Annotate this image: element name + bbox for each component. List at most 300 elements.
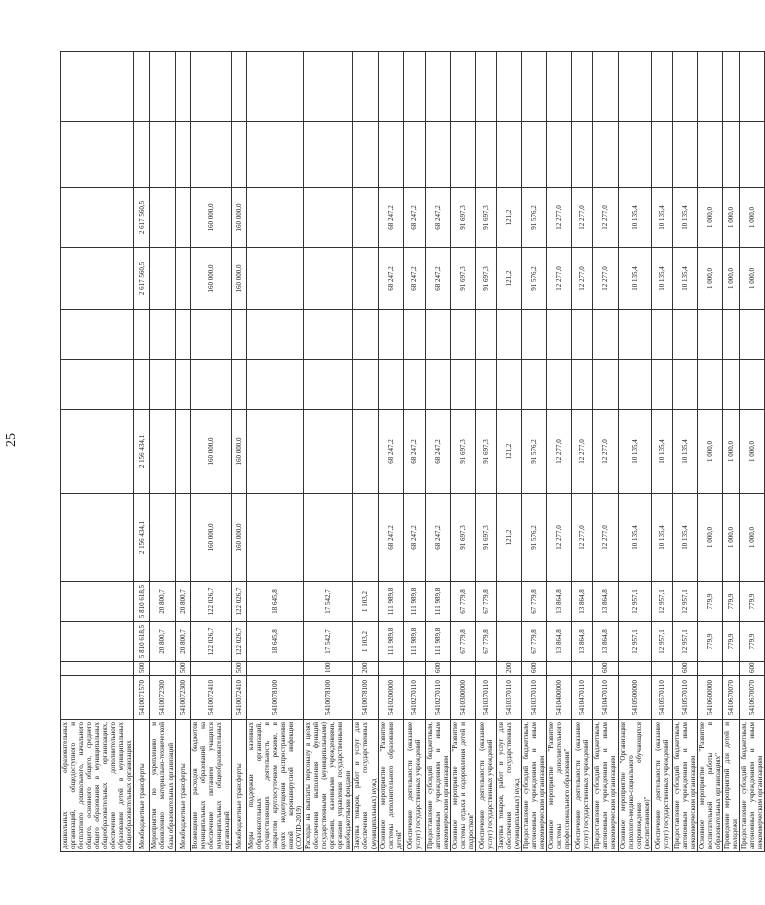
- amount-cell: 10 135,4: [618, 188, 651, 248]
- amount-cell: [475, 310, 496, 360]
- amount-cell: [175, 360, 190, 410]
- amount-cell: [246, 122, 303, 188]
- amount-cell: [190, 52, 231, 122]
- amount-cell: 10 135,4: [672, 188, 697, 248]
- amount-cell: 12 957,1: [651, 582, 672, 622]
- amount-cell: [651, 122, 672, 188]
- amount-cell: 5 810 618,5: [134, 622, 150, 662]
- amount-cell: [450, 310, 475, 360]
- amount-cell: 10 135,4: [672, 494, 697, 582]
- amount-cell: [246, 360, 303, 410]
- amount-cell: [246, 248, 303, 310]
- amount-cell: [304, 410, 353, 494]
- row-code: 5410078100: [246, 676, 303, 720]
- row-name: Основное мероприятие "Развитие системы отдыха и оздоровления детей и подростков": [450, 720, 475, 852]
- amount-cell: 10 135,4: [618, 410, 651, 494]
- amount-cell: [697, 360, 722, 410]
- amount-cell: 13 864,8: [572, 622, 593, 662]
- amount-cell: 111 989,8: [403, 622, 425, 662]
- amount-cell: [61, 188, 134, 248]
- row-kvr: 100: [304, 662, 353, 676]
- budget-table-rotated: [60, 52, 765, 852]
- amount-cell: [425, 360, 450, 410]
- amount-cell: [246, 494, 303, 582]
- row-name: Предоставление субсидий бюджетным, автономным учреждениям и иным некоммерческим организациям: [425, 720, 450, 852]
- amount-cell: [547, 122, 572, 188]
- amount-cell: 67 779,8: [522, 582, 547, 622]
- amount-cell: 122 026,7: [190, 622, 231, 662]
- row-code: 5410670070: [723, 676, 740, 720]
- amount-cell: [304, 188, 353, 248]
- table-row: [150, 52, 175, 852]
- amount-cell: [403, 360, 425, 410]
- amount-cell: 91 576,2: [522, 410, 547, 494]
- amount-cell: [672, 360, 697, 410]
- amount-cell: [475, 122, 496, 188]
- amount-cell: 67 779,8: [522, 622, 547, 662]
- row-kvr: [547, 662, 572, 676]
- amount-cell: 20 800,7: [150, 622, 175, 662]
- row-code: 5410072300: [150, 676, 175, 720]
- amount-cell: [547, 52, 572, 122]
- amount-cell: [353, 248, 378, 310]
- table-row: [475, 52, 496, 852]
- amount-cell: 20 800,7: [175, 582, 190, 622]
- amount-cell: 121,2: [496, 494, 521, 582]
- amount-cell: [496, 52, 521, 122]
- row-code: 5410200000: [378, 676, 403, 720]
- amount-cell: [61, 310, 134, 360]
- row-kvr: 200: [496, 662, 521, 676]
- amount-cell: [150, 52, 175, 122]
- row-name: Возмещение расходов бюджетов муниципальных образований на обеспечение питанием учащихся муниципальных общеобразовательных организаций: [190, 720, 231, 852]
- amount-cell: 1 000,0: [723, 248, 740, 310]
- row-code: 5410470110: [593, 676, 618, 720]
- amount-cell: 17 542,7: [304, 622, 353, 662]
- row-kvr: 600: [672, 662, 697, 676]
- amount-cell: 91 697,3: [450, 188, 475, 248]
- row-code: [61, 676, 134, 720]
- row-kvr: [378, 662, 403, 676]
- amount-cell: 68 247,2: [403, 248, 425, 310]
- amount-cell: 121,2: [496, 410, 521, 494]
- amount-cell: 5 810 618,5: [134, 582, 150, 622]
- amount-cell: [61, 622, 134, 662]
- row-name: Обеспечение деятельности (оказание услуг) государственных учреждений: [651, 720, 672, 852]
- row-code: 5410570110: [672, 676, 697, 720]
- amount-cell: [231, 52, 246, 122]
- amount-cell: 67 779,8: [475, 622, 496, 662]
- amount-cell: [593, 52, 618, 122]
- row-code: 5410270110: [403, 676, 425, 720]
- amount-cell: 10 135,4: [651, 188, 672, 248]
- amount-cell: [651, 360, 672, 410]
- amount-cell: 13 864,8: [593, 622, 618, 662]
- table-row: [353, 52, 378, 852]
- amount-cell: 1 000,0: [697, 248, 722, 310]
- table-row: [378, 52, 403, 852]
- amount-cell: 12 277,0: [547, 410, 572, 494]
- row-kvr: 200: [353, 662, 378, 676]
- row-name: Основное мероприятие "Организация психолого-медико-социального сопровождения обучающихся (воспитанников)": [618, 720, 651, 852]
- row-name: Основное мероприятие "Развитие воспитательной работы в образовательных организациях": [697, 720, 722, 852]
- amount-cell: [403, 122, 425, 188]
- amount-cell: 67 779,8: [450, 582, 475, 622]
- amount-cell: [304, 52, 353, 122]
- amount-cell: [378, 52, 403, 122]
- amount-cell: 91 576,2: [522, 248, 547, 310]
- amount-cell: [697, 122, 722, 188]
- page-number: 25: [4, 433, 19, 447]
- amount-cell: 91 697,3: [450, 494, 475, 582]
- amount-cell: 1 000,0: [723, 410, 740, 494]
- amount-cell: 12 277,0: [572, 248, 593, 310]
- amount-cell: [304, 248, 353, 310]
- amount-cell: [353, 494, 378, 582]
- amount-cell: [547, 310, 572, 360]
- amount-cell: [672, 52, 697, 122]
- row-name: Межбюджетные трансферты: [134, 720, 150, 852]
- amount-cell: 68 247,2: [403, 188, 425, 248]
- row-kvr: [572, 662, 593, 676]
- amount-cell: [403, 310, 425, 360]
- amount-cell: [618, 122, 651, 188]
- row-code: 5410470110: [572, 676, 593, 720]
- amount-cell: [61, 360, 134, 410]
- amount-cell: [134, 360, 150, 410]
- row-code: 5410570110: [651, 676, 672, 720]
- amount-cell: [496, 122, 521, 188]
- amount-cell: 779,9: [740, 582, 765, 622]
- amount-cell: [425, 52, 450, 122]
- amount-cell: [593, 310, 618, 360]
- amount-cell: [403, 52, 425, 122]
- amount-cell: 20 800,7: [175, 622, 190, 662]
- row-code: 5410072410: [190, 676, 231, 720]
- amount-cell: [723, 310, 740, 360]
- amount-cell: [61, 52, 134, 122]
- amount-cell: [740, 310, 765, 360]
- amount-cell: 67 779,8: [450, 622, 475, 662]
- amount-cell: 12 277,0: [547, 188, 572, 248]
- amount-cell: 91 697,3: [450, 410, 475, 494]
- amount-cell: [304, 310, 353, 360]
- table-row: [134, 52, 150, 852]
- row-name: Закупка товаров, работ и услуг для обеспечения государственных (муниципальных) нужд: [496, 720, 521, 852]
- amount-cell: 2 156 434,1: [134, 410, 150, 494]
- amount-cell: [61, 122, 134, 188]
- amount-cell: [175, 410, 190, 494]
- amount-cell: 91 697,3: [475, 410, 496, 494]
- amount-cell: 779,9: [740, 622, 765, 662]
- amount-cell: 111 989,8: [403, 582, 425, 622]
- amount-cell: 20 800,7: [150, 582, 175, 622]
- amount-cell: 111 989,8: [425, 582, 450, 622]
- amount-cell: [378, 310, 403, 360]
- table-row: [403, 52, 425, 852]
- row-name: дошкольных образовательных организаций, общедоступного и бесплатного дошкольного, начального общего, основного общего, среднего общего образования в муниципальных общеобразовательных организациях, обеспечение дополнительного образования детей в муниципальных общеобразовательных организациях: [61, 720, 134, 852]
- amount-cell: [246, 410, 303, 494]
- amount-cell: [150, 494, 175, 582]
- amount-cell: [150, 410, 175, 494]
- amount-cell: [572, 360, 593, 410]
- amount-cell: [697, 310, 722, 360]
- row-code: 5410072410: [231, 676, 246, 720]
- amount-cell: 68 247,2: [378, 494, 403, 582]
- amount-cell: 111 989,8: [425, 622, 450, 662]
- amount-cell: [618, 310, 651, 360]
- amount-cell: 13 864,8: [547, 622, 572, 662]
- amount-cell: 91 576,2: [522, 494, 547, 582]
- table-row: [651, 52, 672, 852]
- table-row: [425, 52, 450, 852]
- amount-cell: 68 247,2: [378, 410, 403, 494]
- amount-cell: 18 645,8: [246, 622, 303, 662]
- amount-cell: 122 026,7: [231, 622, 246, 662]
- amount-cell: 12 277,0: [593, 188, 618, 248]
- amount-cell: [150, 310, 175, 360]
- amount-cell: [496, 310, 521, 360]
- amount-cell: [572, 310, 593, 360]
- row-kvr: 500: [134, 662, 150, 676]
- amount-cell: 111 989,8: [378, 582, 403, 622]
- row-code: 5410078100: [304, 676, 353, 720]
- row-name: Обеспечение деятельности (оказание услуг) государственных учреждений: [475, 720, 496, 852]
- amount-cell: [150, 360, 175, 410]
- row-kvr: 500: [231, 662, 246, 676]
- amount-cell: 160 000,0: [190, 494, 231, 582]
- amount-cell: [231, 122, 246, 188]
- table-row: [740, 52, 765, 852]
- amount-cell: 1 000,0: [697, 494, 722, 582]
- amount-cell: 13 864,8: [593, 582, 618, 622]
- amount-cell: [134, 310, 150, 360]
- amount-cell: 13 864,8: [572, 582, 593, 622]
- amount-cell: 779,9: [723, 582, 740, 622]
- amount-cell: [231, 360, 246, 410]
- amount-cell: 12 277,0: [572, 188, 593, 248]
- amount-cell: [353, 310, 378, 360]
- amount-cell: [522, 122, 547, 188]
- amount-cell: 10 135,4: [672, 248, 697, 310]
- amount-cell: [723, 122, 740, 188]
- row-name: Обеспечение деятельности (оказание услуг) государственных учреждений: [403, 720, 425, 852]
- amount-cell: [246, 188, 303, 248]
- row-code: 5410500000: [618, 676, 651, 720]
- amount-cell: 68 247,2: [425, 494, 450, 582]
- amount-cell: 68 247,2: [378, 248, 403, 310]
- amount-cell: 12 277,0: [593, 494, 618, 582]
- amount-cell: 12 277,0: [572, 410, 593, 494]
- amount-cell: [304, 360, 353, 410]
- amount-cell: 160 000,0: [231, 248, 246, 310]
- row-kvr: [651, 662, 672, 676]
- amount-cell: 160 000,0: [231, 494, 246, 582]
- amount-cell: 68 247,2: [403, 494, 425, 582]
- amount-cell: [175, 310, 190, 360]
- row-code: 5410370110: [522, 676, 547, 720]
- amount-cell: 160 000,0: [190, 410, 231, 494]
- table-row: [231, 52, 246, 852]
- amount-cell: 91 697,3: [475, 188, 496, 248]
- amount-cell: 121,2: [496, 188, 521, 248]
- amount-cell: 10 135,4: [651, 248, 672, 310]
- amount-cell: [304, 494, 353, 582]
- row-name: Предоставление субсидий бюджетным, автономным учреждениям и иным некоммерческим организациям: [593, 720, 618, 852]
- amount-cell: 12 957,1: [672, 622, 697, 662]
- amount-cell: [175, 248, 190, 310]
- amount-cell: [522, 360, 547, 410]
- amount-cell: 1 000,0: [740, 188, 765, 248]
- amount-cell: 779,9: [697, 582, 722, 622]
- row-code: 5410071570: [134, 676, 150, 720]
- amount-cell: 91 697,3: [475, 494, 496, 582]
- amount-cell: [651, 52, 672, 122]
- amount-cell: [572, 122, 593, 188]
- amount-cell: [246, 310, 303, 360]
- amount-cell: [246, 52, 303, 122]
- amount-cell: 10 135,4: [672, 410, 697, 494]
- row-kvr: 600: [522, 662, 547, 676]
- row-kvr: [246, 662, 303, 676]
- table-row: [672, 52, 697, 852]
- amount-cell: 13 864,8: [547, 582, 572, 622]
- amount-cell: [496, 582, 521, 622]
- row-name: Закупка товаров, работ и услуг для обеспечения государственных (муниципальных) нужд: [353, 720, 378, 852]
- amount-cell: 1 000,0: [697, 410, 722, 494]
- amount-cell: [697, 52, 722, 122]
- amount-cell: [740, 360, 765, 410]
- amount-cell: [61, 582, 134, 622]
- amount-cell: [425, 122, 450, 188]
- amount-cell: 68 247,2: [378, 188, 403, 248]
- amount-cell: 68 247,2: [425, 410, 450, 494]
- amount-cell: [378, 360, 403, 410]
- amount-cell: [150, 248, 175, 310]
- budget-table: [60, 51, 765, 852]
- amount-cell: 1 103,2: [353, 582, 378, 622]
- amount-cell: [190, 360, 231, 410]
- amount-cell: [353, 188, 378, 248]
- amount-cell: 91 576,2: [522, 188, 547, 248]
- amount-cell: [618, 360, 651, 410]
- row-name: Расходы на выплаты персоналу в целях обеспечения выполнения функций государственными (муниципальными) органами, казенными учреждениями, органами управления государственными внебюджетными фондами: [304, 720, 353, 852]
- amount-cell: 68 247,2: [425, 188, 450, 248]
- amount-cell: [723, 52, 740, 122]
- row-code: 5410370110: [475, 676, 496, 720]
- row-kvr: [403, 662, 425, 676]
- amount-cell: 12 277,0: [593, 248, 618, 310]
- row-kvr: [450, 662, 475, 676]
- row-code: 5410270110: [425, 676, 450, 720]
- amount-cell: [425, 310, 450, 360]
- amount-cell: [61, 494, 134, 582]
- amount-cell: 12 957,1: [618, 622, 651, 662]
- amount-cell: 160 000,0: [190, 188, 231, 248]
- amount-cell: [450, 52, 475, 122]
- amount-cell: [150, 188, 175, 248]
- amount-cell: 779,9: [723, 622, 740, 662]
- row-name: Предоставление субсидий бюджетным, автономным учреждениям и иным некоммерческим организациям: [522, 720, 547, 852]
- row-name: Межбюджетные трансферты: [231, 720, 246, 852]
- amount-cell: [175, 52, 190, 122]
- amount-cell: [496, 360, 521, 410]
- row-name: Основное мероприятие "Развитие системы дополнительного образования детей": [378, 720, 403, 852]
- amount-cell: 67 779,8: [475, 582, 496, 622]
- amount-cell: [231, 310, 246, 360]
- amount-cell: [572, 52, 593, 122]
- amount-cell: [450, 122, 475, 188]
- amount-cell: [672, 310, 697, 360]
- row-name: Меры поддержки казенных образовательных организаций, осуществляющих деятельность в закрытом круглосуточном режиме, в целях недопущения распространения новой коронавирусной инфекции (COVID-2019): [246, 720, 303, 852]
- row-kvr: [150, 662, 175, 676]
- amount-cell: 122 026,7: [231, 582, 246, 622]
- row-code: 5410400000: [547, 676, 572, 720]
- amount-cell: 12 957,1: [618, 582, 651, 622]
- amount-cell: 1 103,2: [353, 622, 378, 662]
- amount-cell: 10 135,4: [618, 494, 651, 582]
- amount-cell: 12 277,0: [547, 494, 572, 582]
- amount-cell: 12 277,0: [547, 248, 572, 310]
- row-code: 5410670070: [740, 676, 765, 720]
- amount-cell: [475, 52, 496, 122]
- table-row: [246, 52, 303, 852]
- amount-cell: [353, 122, 378, 188]
- row-code: 5410078100: [353, 676, 378, 720]
- amount-cell: [522, 310, 547, 360]
- row-kvr: [475, 662, 496, 676]
- amount-cell: 2 617 560,5: [134, 248, 150, 310]
- row-name: Проведение мероприятий для детей и молодежи: [723, 720, 740, 852]
- amount-cell: 2 156 434,1: [134, 494, 150, 582]
- amount-cell: [175, 122, 190, 188]
- amount-cell: [723, 360, 740, 410]
- row-kvr: [190, 662, 231, 676]
- amount-cell: 160 000,0: [190, 248, 231, 310]
- amount-cell: [450, 360, 475, 410]
- amount-cell: 1 000,0: [723, 188, 740, 248]
- amount-cell: [651, 310, 672, 360]
- amount-cell: 160 000,0: [231, 410, 246, 494]
- amount-cell: 121,2: [496, 248, 521, 310]
- amount-cell: [304, 122, 353, 188]
- amount-cell: [353, 410, 378, 494]
- amount-cell: 10 135,4: [618, 248, 651, 310]
- amount-cell: [134, 52, 150, 122]
- table-body: [61, 52, 765, 852]
- row-name: Обеспечение деятельности (оказание услуг) государственных учреждений: [572, 720, 593, 852]
- amount-cell: 91 697,3: [475, 248, 496, 310]
- table-row: [304, 52, 353, 852]
- amount-cell: [134, 122, 150, 188]
- table-row: [593, 52, 618, 852]
- amount-cell: 1 000,0: [723, 494, 740, 582]
- row-kvr: 600: [593, 662, 618, 676]
- amount-cell: [740, 52, 765, 122]
- amount-cell: [61, 248, 134, 310]
- amount-cell: [593, 122, 618, 188]
- amount-cell: [618, 52, 651, 122]
- table-row: [723, 52, 740, 852]
- amount-cell: [175, 494, 190, 582]
- amount-cell: 1 000,0: [740, 248, 765, 310]
- table-row: [61, 52, 134, 852]
- amount-cell: 68 247,2: [425, 248, 450, 310]
- amount-cell: 68 247,2: [403, 410, 425, 494]
- amount-cell: 17 542,7: [304, 582, 353, 622]
- amount-cell: 122 026,7: [190, 582, 231, 622]
- amount-cell: 111 989,8: [378, 622, 403, 662]
